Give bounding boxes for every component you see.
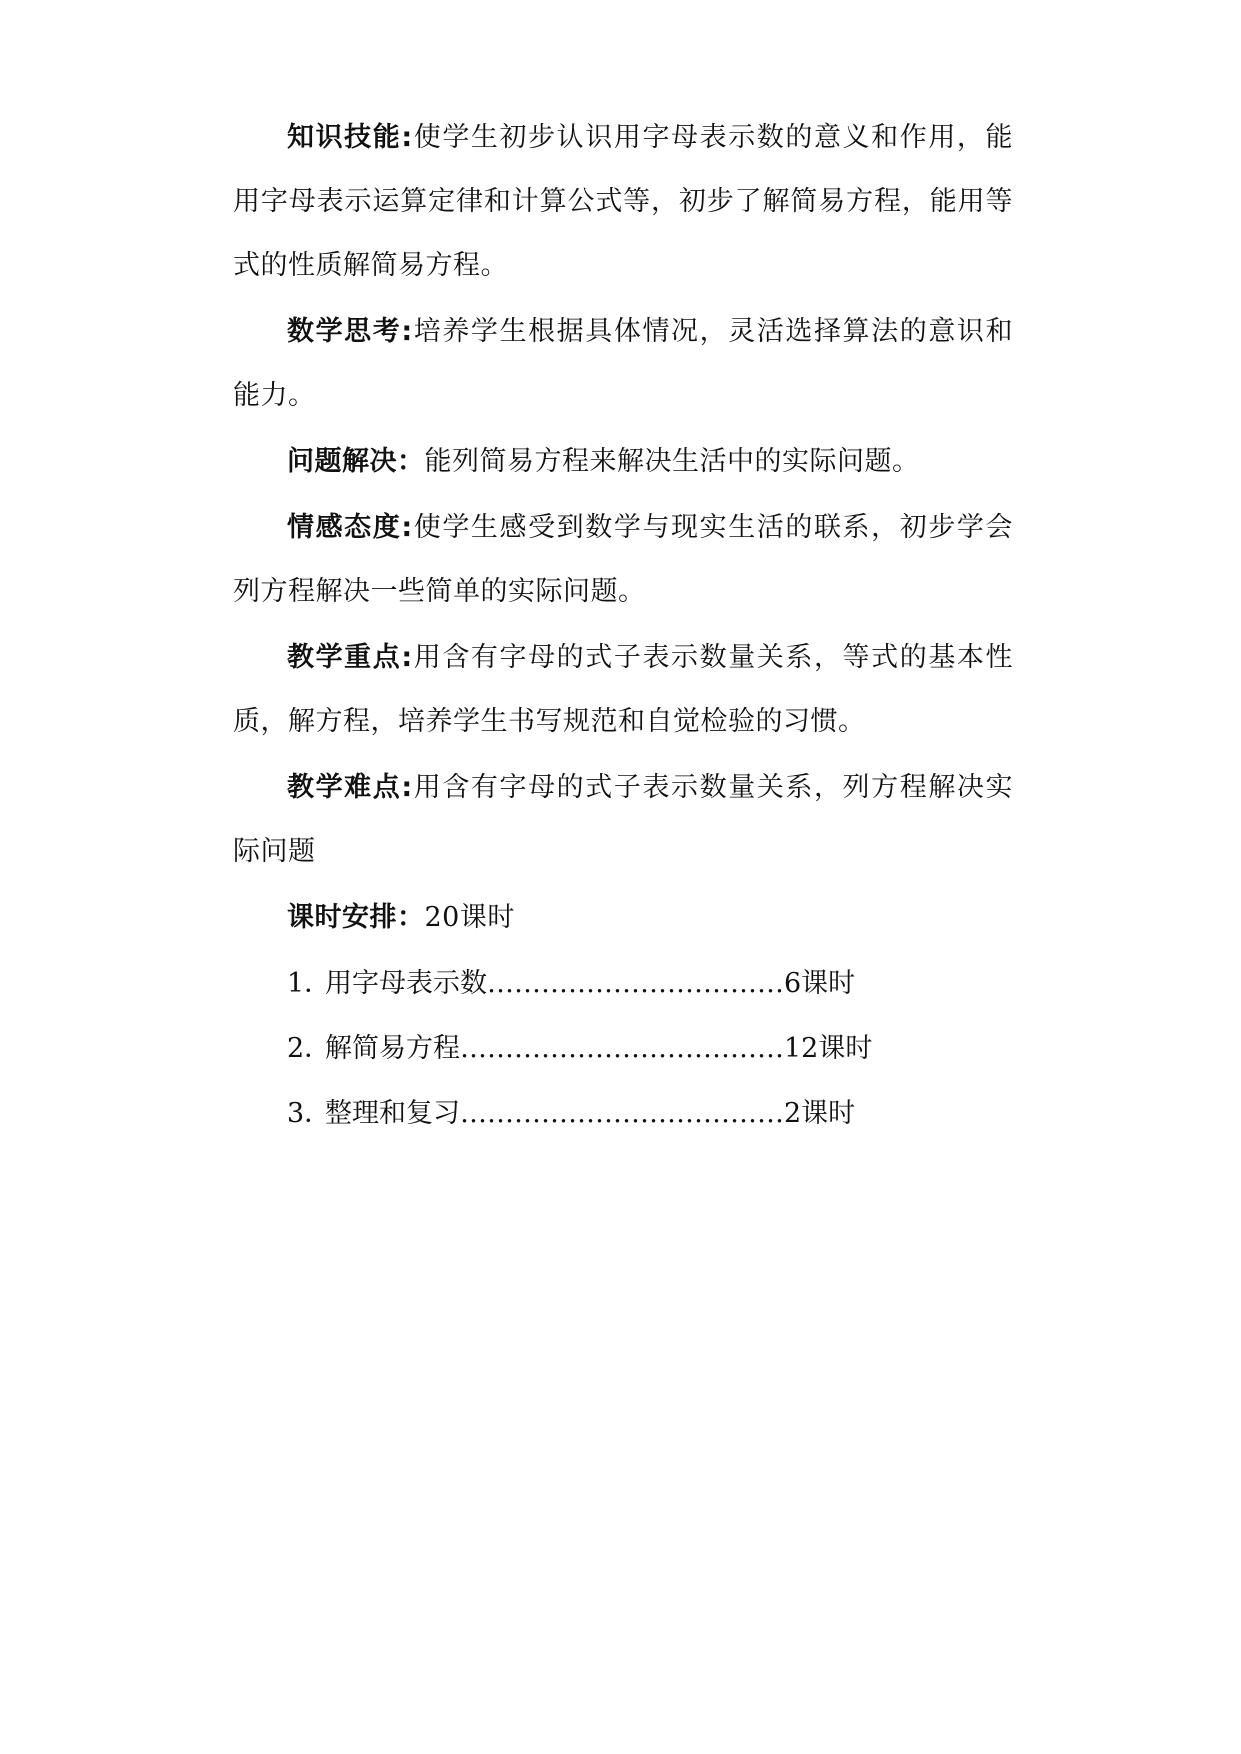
schedule-hours: 12课时 xyxy=(784,1033,873,1064)
schedule-leader-dots: ……………………………… xyxy=(460,1098,784,1129)
objective-attitude xyxy=(233,496,1013,624)
objective-text: 能列简易方程来解决生活中的实际问题。 xyxy=(424,446,920,477)
objective-math-thinking xyxy=(233,300,1013,428)
schedule-leader-dots: ……………………………… xyxy=(460,1033,784,1064)
teaching-difficulties xyxy=(233,756,1013,884)
objective-text: 20课时 xyxy=(424,902,515,933)
objective-text: 使学生初步认识用字母表示数的意义和作用，能用字母表示运算定律和计算公式等，初步了解简易方程，能用等式的性质解简易方程。 xyxy=(233,122,1013,281)
objective-label: 教学重点: xyxy=(287,642,413,673)
schedule-title: 整理和复习 xyxy=(325,1098,460,1129)
schedule-item xyxy=(287,952,855,1016)
class-hours xyxy=(233,886,515,950)
objective-text: 用含有字母的式子表示数量关系，等式的基本性质，解方程，培养学生书写规范和自觉检验的习惯。 xyxy=(233,642,1013,737)
objective-label: 数学思考: xyxy=(287,316,413,347)
schedule-number: 2． xyxy=(287,1033,332,1064)
objective-text: 用含有字母的式子表示数量关系，列方程解决实际问题 xyxy=(233,772,1013,867)
objective-label: 教学难点: xyxy=(287,772,413,803)
objective-label: 课时安排： xyxy=(287,902,425,933)
schedule-hours: 2课时 xyxy=(784,1098,856,1129)
objective-label: 知识技能: xyxy=(287,122,413,153)
schedule-item xyxy=(287,1017,872,1081)
objective-text: 培养学生根据具体情况，灵活选择算法的意识和能力。 xyxy=(233,316,1013,411)
objective-problem-solving xyxy=(233,430,920,494)
schedule-number: 3． xyxy=(287,1098,332,1129)
schedule-title: 用字母表示数 xyxy=(325,968,487,999)
schedule-number: 1． xyxy=(287,968,332,999)
schedule-leader-dots: …………………………… xyxy=(487,968,784,999)
objective-label: 情感态度: xyxy=(287,512,413,543)
schedule-item xyxy=(287,1082,855,1146)
schedule-hours: 6课时 xyxy=(784,968,856,999)
teaching-key-points xyxy=(233,626,1013,754)
objective-knowledge-skills xyxy=(233,106,1013,298)
objective-text: 使学生感受到数学与现实生活的联系，初步学会列方程解决一些简单的实际问题。 xyxy=(233,512,1013,607)
schedule-title: 解简易方程 xyxy=(325,1033,460,1064)
objective-label: 问题解决： xyxy=(287,446,425,477)
